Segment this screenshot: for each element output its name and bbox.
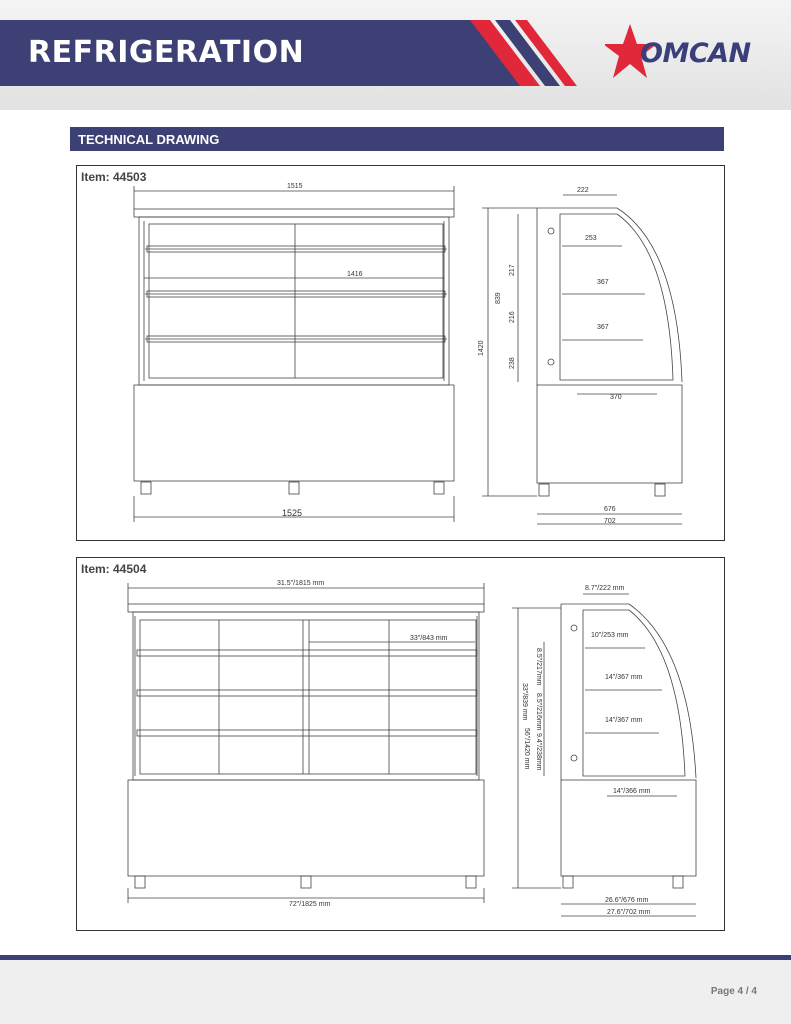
dim-glass-height: 839 [495,292,502,304]
page-title: REFRIGERATION [28,35,305,70]
dim-shelf-gap-1: 8.5"/217mm [535,648,542,686]
dim-total-height: 1420 [478,340,485,356]
dim-shelf-gap-3: 9.4"/238mm [535,733,542,771]
technical-drawing [77,166,724,540]
dim-shelf-depth-2: 14"/367 mm [605,674,643,681]
dim-shelf-depth-1: 10"/253 mm [591,632,629,639]
item-label: Item: 44504 [81,562,147,576]
dim-shelf-gap-1: 217 [509,264,516,276]
footer [0,960,791,1024]
dim-base-depth: 26.6"/676 mm [605,897,649,904]
section-title: TECHNICAL DRAWING [78,132,220,147]
dim-inner-width: 33"/843 mm [410,635,448,642]
dim-shelf-depth-3: 14"/367 mm [605,717,643,724]
dim-bottom-shelf: 370 [610,394,622,401]
dim-shelf-gap-2: 8.5"/216mm [535,693,542,731]
dim-base-depth: 676 [604,506,616,513]
dim-total-height: 56"/1420 mm [523,728,530,770]
brand-name: OMCAN [640,38,751,69]
dim-top-width: 1515 [287,183,303,190]
drawing-panel-44503 [76,165,725,541]
section-header [70,127,724,151]
dim-top-depth: 8.7"/222 mm [585,585,625,592]
dim-base-width: 1525 [282,508,303,518]
dim-glass-height: 33"/839 mm [521,683,528,721]
dim-shelf-gap-3: 238 [509,357,516,369]
dim-top-width: 31.5"/1815 mm [277,580,325,587]
dim-shelf-depth-3: 367 [597,324,609,331]
dim-top-depth: 222 [577,187,589,194]
dim-overall-depth: 702 [604,518,616,525]
technical-drawing [77,558,724,930]
drawing-panel-44504 [76,557,725,931]
item-label: Item: 44503 [81,170,147,184]
dim-overall-depth: 27.6"/702 mm [607,909,651,916]
dim-bottom-shelf: 14"/366 mm [613,788,651,795]
dim-shelf-gap-2: 216 [509,311,516,323]
dim-base-width: 72"/1825 mm [289,901,331,908]
dim-shelf-depth-1: 253 [585,235,597,242]
dim-shelf-depth-2: 367 [597,279,609,286]
page-number: Page 4 / 4 [710,986,757,997]
dim-inner-width: 1416 [347,271,363,278]
